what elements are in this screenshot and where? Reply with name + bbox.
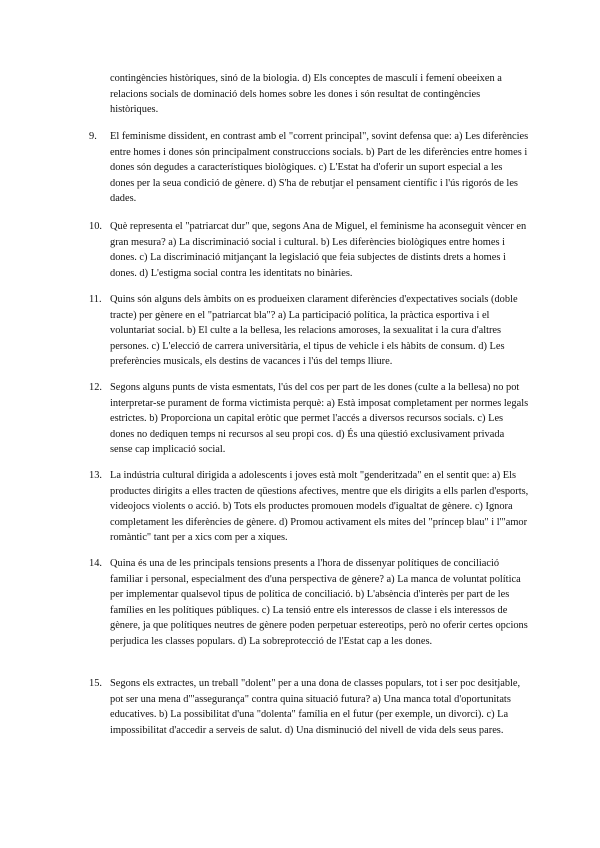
question-text: Quina és una de les principals tensions presents a l'hora de dissenyar polítiques de conciliació familiar i personal, especialment des d'una perspectiva de gènere? a) La manca de voluntat política per implementar qualsevol tipus de política de conciliació. b) L'absència d'interès per part de les famílies en les polítiques públiques. c) La tensió entre els interessos de classe i els interessos de gènere, ja que polítiques neutres de gènere poden perpetuar estereotips, però no oferir certes opcions perjudica les classes populars. d) La sobreprotecció de l'Estat cap a les dones. (110, 558, 528, 647)
question-number: 13. (89, 470, 102, 481)
question-14 (89, 556, 529, 650)
question-text: Segons alguns punts de vista esmentats, l'ús del cos per part de les dones (culte a la bellesa) no pot interpretar-se purament de forma victimista perquè: a) Està imposat completament per normes legals estrictes. b) Proporciona un capital eròtic que permet l'accés a diversos recursos socials. c) Les dones no dediquen temps ni recursos al seu propi cos. d) És una qüestió exclusivament privada sense cap implicació social. (110, 382, 529, 456)
question-text: Quins són alguns dels àmbits on es produeixen clarament diferències d'expectatives socials (doble tracte) per gènere en el "patriarcat bla"? a) La participació política, la pràctica esportiva i el voluntariat social. b) El culte a la bellesa, les relacions amoroses, la sexualitat i la cura d'altres persones. c) L'elecció de carrera universitària, el tipus de vehicle i els hàbits de consum. d) Les preferències musicals, els destins de vacances i l'ús del temps lliure. (110, 294, 518, 368)
question-11 (89, 292, 529, 370)
question-10 (89, 219, 529, 281)
question-number: 10. (89, 221, 102, 232)
question-9 (89, 129, 529, 207)
question-13 (89, 468, 529, 546)
question-number: 15. (89, 678, 102, 689)
question-text: La indústria cultural dirigida a adolescents i joves està molt "genderitzada" en el sentit que: a) Els productes dirigits a elles tracten de qüestions afectives, mentre que els dirigits a ells parlen d'esports, videojocs violents o acció. b) Tots els productes promouen models d'igualtat de gènere. c) Ignora completament les diferències de gènere. d) Promou activament els mites del "príncep blau" i l'"amor romàntic" tant per a xics com per a xiques. (110, 470, 529, 544)
question-number: 14. (89, 558, 102, 569)
question-number: 9. (89, 131, 97, 142)
question-number: 11. (89, 294, 102, 305)
question-8-continuation: contingències històriques, sinó de la biologia. d) Els conceptes de masculí i femení obeeixen a relacions socials de dominació dels homes sobre les dones i són resultat de contingències històriques. (110, 73, 502, 116)
question-number: 12. (89, 382, 102, 393)
question-text: Segons els extractes, un treball "dolent" per a una dona de classes populars, tot i ser poc desitjable, pot ser una mena d'"assegurança" contra quina situació futura? a) Una manca total d'oportunitats educatives. b) La possibilitat d'una "dolenta" família en el futur (per exemple, un divorci). c) La impossibilitat d'accedir a serveis de salut. d) Una disminució del nivell de vida dels seus pares. (110, 678, 521, 736)
question-text: Què representa el "patriarcat dur" que, segons Ana de Miguel, el feminisme ha aconseguit vèncer en gran mesura? a) La discriminació social i cultural. b) Les diferències biològiques entre homes i dones. c) La discriminació mitjançant la legislació que feia subjectes de distints drets a homes i dones. d) L'estigma social contra les identitats no binàries. (110, 221, 527, 279)
question-text: El feminisme dissident, en contrast amb el "corrent principal", sovint defensa que: a) Les diferències entre homes i dones són principalment construccions socials. b) Part de les diferències entre homes i dones són degudes a característiques biològiques. c) L'Estat ha d'oferir un suport especial a les dones per la seua condició de gènere. d) S'ha de rebutjar el pensament científic i l'ús rigorós de les dades. (110, 131, 529, 205)
question-15 (89, 676, 529, 738)
question-12 (89, 380, 529, 458)
